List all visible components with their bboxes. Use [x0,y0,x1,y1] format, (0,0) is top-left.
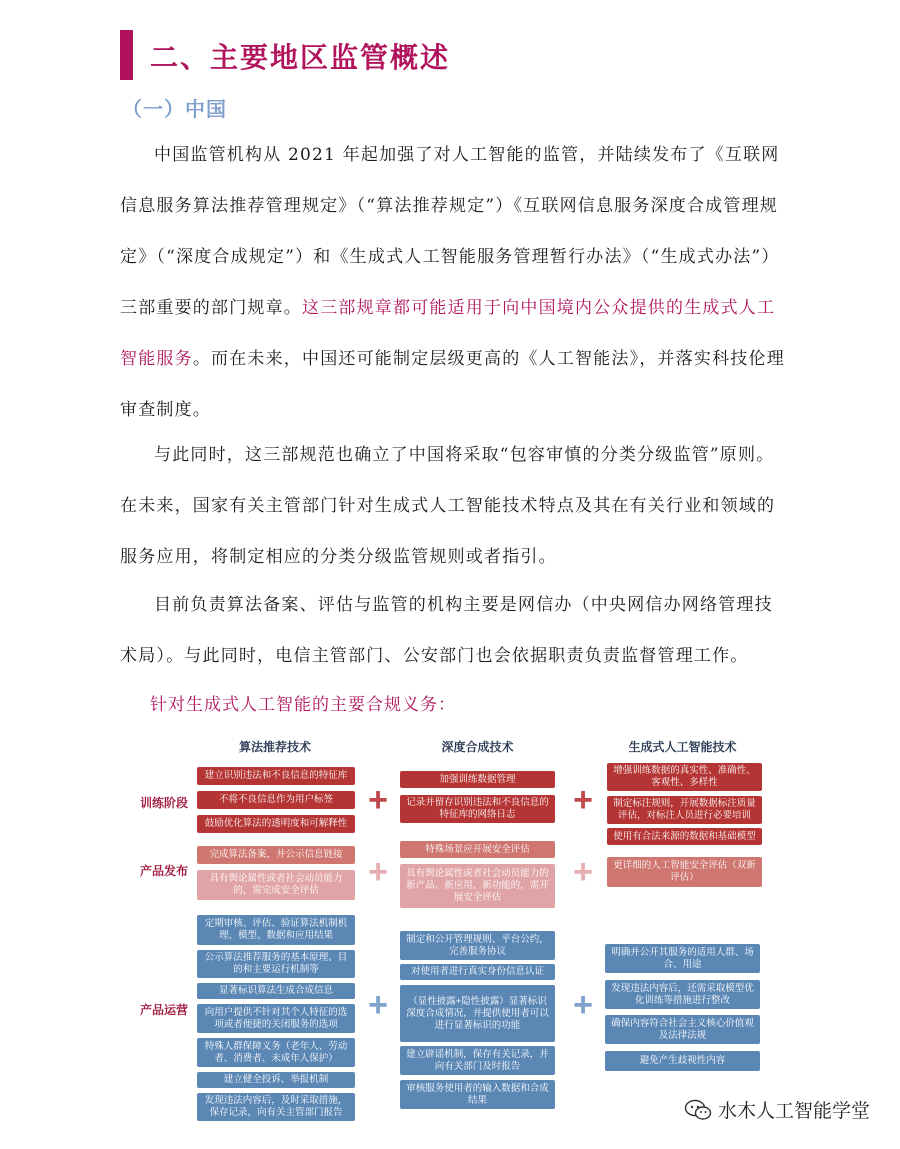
plus-icon: + [573,853,593,891]
subsection-title: （一）中国 [122,97,227,121]
release-deep-box: 特殊场景应开展安全评估 [400,841,555,858]
obligations-title: 针对生成式人工智能的主要合规义务： [150,695,456,715]
release-algo-box: 具有舆论属性或者社会动员能力的，需完成安全评估 [197,870,355,900]
paragraph-3: 目前负责算法备案、评估与监管的机构主要是网信办（中央网信办网络管理技术局）。与此同时，电信主管部门、公安部门也会依据职责负责监督管理工作。 [120,595,773,666]
operation-deep-box: 制定和公开管理规则、平台公约，完善服务协议 [400,931,555,960]
operation-algo-box: 发现违法内容后，及时采取措施，保存记录，向有关主管部门报告 [197,1093,355,1121]
paragraph-1-text-end: 。而在未来，中国还可能制定层级更高的《人工智能法》，并落实科技伦理审查制度。 [120,349,785,420]
paragraph-1-highlight: 这三部规章都可能适用于向中国境内公众提供的生成式人工智能服务 [120,298,776,369]
paragraph-1 [120,130,790,436]
operation-algo-box: 向用户提供不针对其个人特征的选项或者便捷的关闭服务的选项 [197,1004,355,1033]
section-title-bar [120,30,133,80]
operation-algo-box: 显著标识算法生成合成信息 [197,983,355,999]
operation-gen-box: 明确并公开其服务的适用人群、场合、用途 [605,944,760,973]
watermark [684,1096,870,1123]
plus-icon: + [368,781,388,819]
training-algo-box: 不将不良信息作为用户标签 [197,791,355,809]
plus-icon: + [573,986,593,1024]
training-gen-box: 制定标注规则，开展数据标注质量评估，对标注人员进行必要培训 [607,796,762,824]
operation-gen-box: 确保内容符合社会主义核心价值观及法律法规 [605,1015,760,1044]
operation-algo-box: 公示算法推荐服务的基本原理、目的和主要运行机制等 [197,950,355,978]
training-gen-box: 增强训练数据的真实性、准确性、客观性、多样性 [607,763,762,791]
plus-icon: + [573,781,593,819]
row-label-release: 产品发布 [140,864,189,878]
section-title: 二、主要地区监管概述 [150,41,451,74]
operation-deep-box: 审核服务使用者的输入数据和合成结果 [400,1080,555,1109]
plus-icon: + [368,986,388,1024]
training-gen-box: 使用有合法来源的数据和基础模型 [607,828,762,845]
release-algo-box: 完成算法备案，并公示信息链接 [197,846,355,864]
operation-algo-box: 建立健全投诉、举报机制 [197,1072,355,1088]
training-algo-box: 鼓励优化算法的透明度和可解释性 [197,815,355,833]
operation-algo-box: 定期审核、评估、验证算法机制机理、模型、数据和应用结果 [197,915,355,945]
paragraph-1-text: 中国监管机构从 2021 年起加强了对人工智能的监管，并陆续发布了《互联网信息服务算法推荐管理规定》（“算法推荐规定”）《互联网信息服务深度合成管理规定》（“深度合成规定”）和《生成式人工智能服务管理暂行办法》（“生成式办法”）三部重要的部门规章。 [120,145,780,318]
watermark-text: 水木人工智能学堂 [717,1100,870,1122]
row-label-training: 训练阶段 [140,796,189,810]
training-deep-box: 加强训练数据管理 [400,771,555,788]
operation-deep-box: 对使用者进行真实身份信息认证 [400,964,555,980]
release-gen-box: 更详细的人工智能安全评估（双新评估） [607,857,762,887]
operation-algo-box: 特殊人群保障义务（老年人、劳动者、消费者、未成年人保护） [197,1038,355,1067]
operation-deep-box: （显性披露+隐性披露）显著标识深度合成情况，并提供使用者可以进行显著标识的功能 [400,985,555,1042]
column-header-deep-synthesis: 深度合成技术 [441,740,514,754]
training-deep-box: 记录并留存识别违法和不良信息的特征库的网络日志 [400,795,555,823]
training-algo-box: 建立识别违法和不良信息的特征库 [197,767,355,785]
column-header-generative-ai: 生成式人工智能技术 [628,740,737,754]
column-header-algorithm: 算法推荐技术 [238,740,311,754]
row-label-operation: 产品运营 [140,1003,189,1017]
plus-icon: + [368,853,388,891]
operation-gen-box: 发现违法内容后，还需采取模型优化训练等措施进行整改 [605,980,760,1009]
operation-deep-box: 建立辟谣机制，保存有关记录，并向有关部门及时报告 [400,1046,555,1075]
operation-gen-box: 避免产生歧视性内容 [605,1051,760,1071]
paragraph-2: 与此同时，这三部规范也确立了中国将采取“包容审慎的分类分级监管”原则。在未来，国家有关主管部门针对生成式人工智能技术特点及其在有关行业和领域的服务应用，将制定相应的分类分级监管规则或者指引。 [120,445,776,567]
wechat-icon [684,1099,712,1121]
release-deep-box: 具有舆论属性或者社会动员能力的新产品、新应用、新功能的，需开展安全评估 [400,864,555,908]
